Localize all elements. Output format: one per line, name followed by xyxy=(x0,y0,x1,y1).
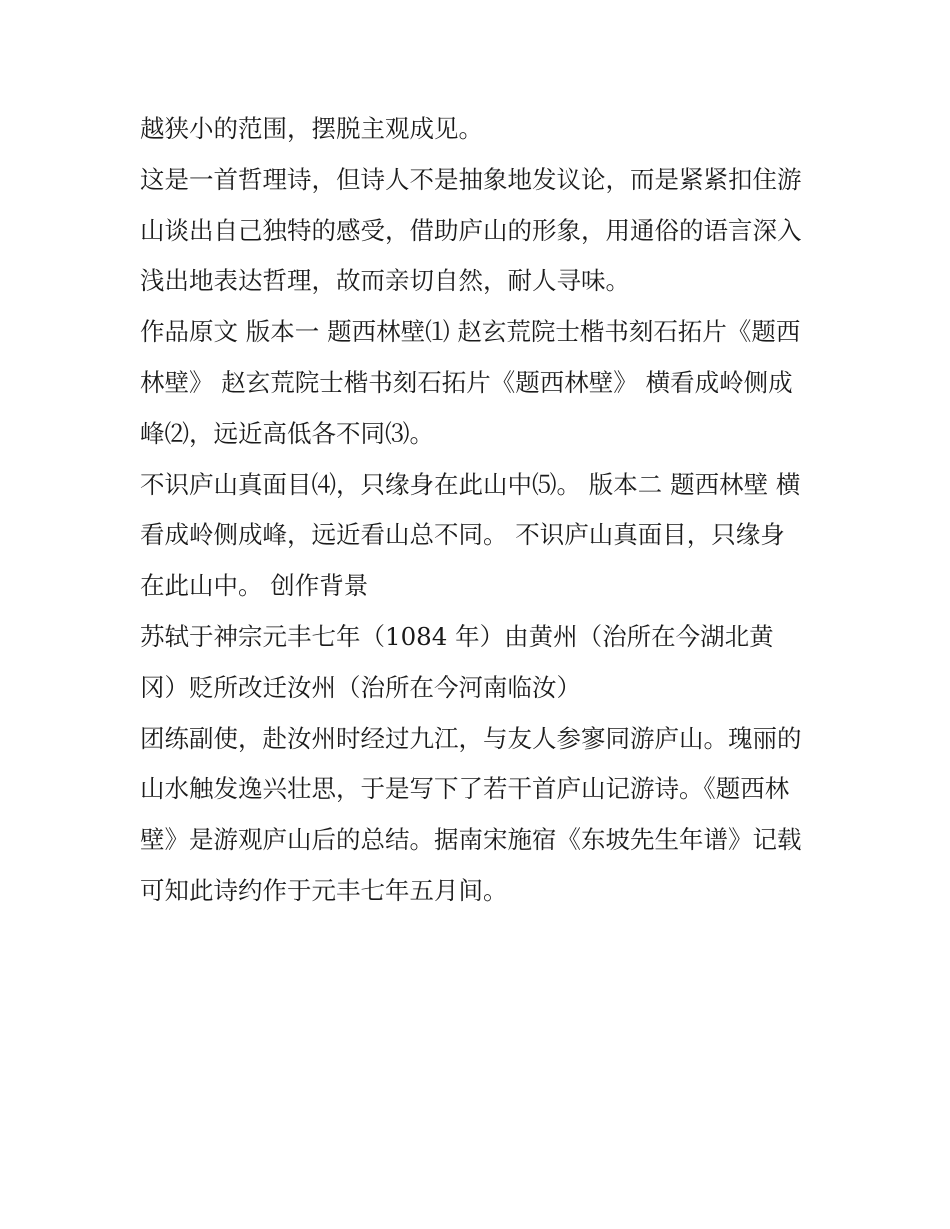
document-body xyxy=(140,104,820,917)
text-line: 林壁》 赵玄荒院士楷书刻石拓片《题西林壁》 横看成岭侧成 xyxy=(140,367,793,397)
text-line: 可知此诗约作于元丰七年五月间。 xyxy=(140,875,508,905)
paragraph-1 xyxy=(140,104,820,155)
text-line: 苏轼于神宗元丰七年（1084 年）由黄州（治所在今湖北黄 xyxy=(140,621,774,651)
text-line: 不识庐山真面目⑷，只缘身在此山中⑸。 版本二 题西林壁 横 xyxy=(140,469,801,499)
text-line: 团练副使，赴汝州时经过九江，与友人参寥同游庐山。瑰丽的 xyxy=(140,723,802,753)
text-line: 在此山中。 创作背景 xyxy=(140,571,369,601)
text-line: 冈）贬所改迁汝州（治所在今河南临汝） xyxy=(140,672,581,702)
text-line: 峰⑵，远近高低各不同⑶。 xyxy=(140,418,434,448)
text-line: 越狭小的范围，摆脱主观成见。 xyxy=(140,114,483,143)
paragraph-6 xyxy=(140,714,820,917)
text-line: 浅出地表达哲理，故而亲切自然，耐人寻味。 xyxy=(140,266,630,296)
text-line: 看成岭侧成峰，远近看山总不同。 不识庐山真面目，只缘身 xyxy=(140,520,785,550)
text-line: 壁》是游观庐山后的总结。据南宋施宿《东坡先生年谱》记载 xyxy=(140,825,802,855)
text-line: 山水触发逸兴壮思，于是写下了若干首庐山记游诗。《题西林 xyxy=(140,774,790,804)
paragraph-5 xyxy=(140,612,820,714)
text-line: 作品原文 版本一 题西林壁⑴ 赵玄荒院士楷书刻石拓片《题西 xyxy=(140,317,801,347)
paragraph-2 xyxy=(140,155,820,307)
paragraph-3 xyxy=(140,307,820,459)
text-line: 山谈出自己独特的感受，借助庐山的形象，用通俗的语言深入 xyxy=(140,215,802,245)
paragraph-4 xyxy=(140,460,820,612)
text-line: 这是一首哲理诗，但诗人不是抽象地发议论，而是紧紧扣住游 xyxy=(140,164,802,194)
